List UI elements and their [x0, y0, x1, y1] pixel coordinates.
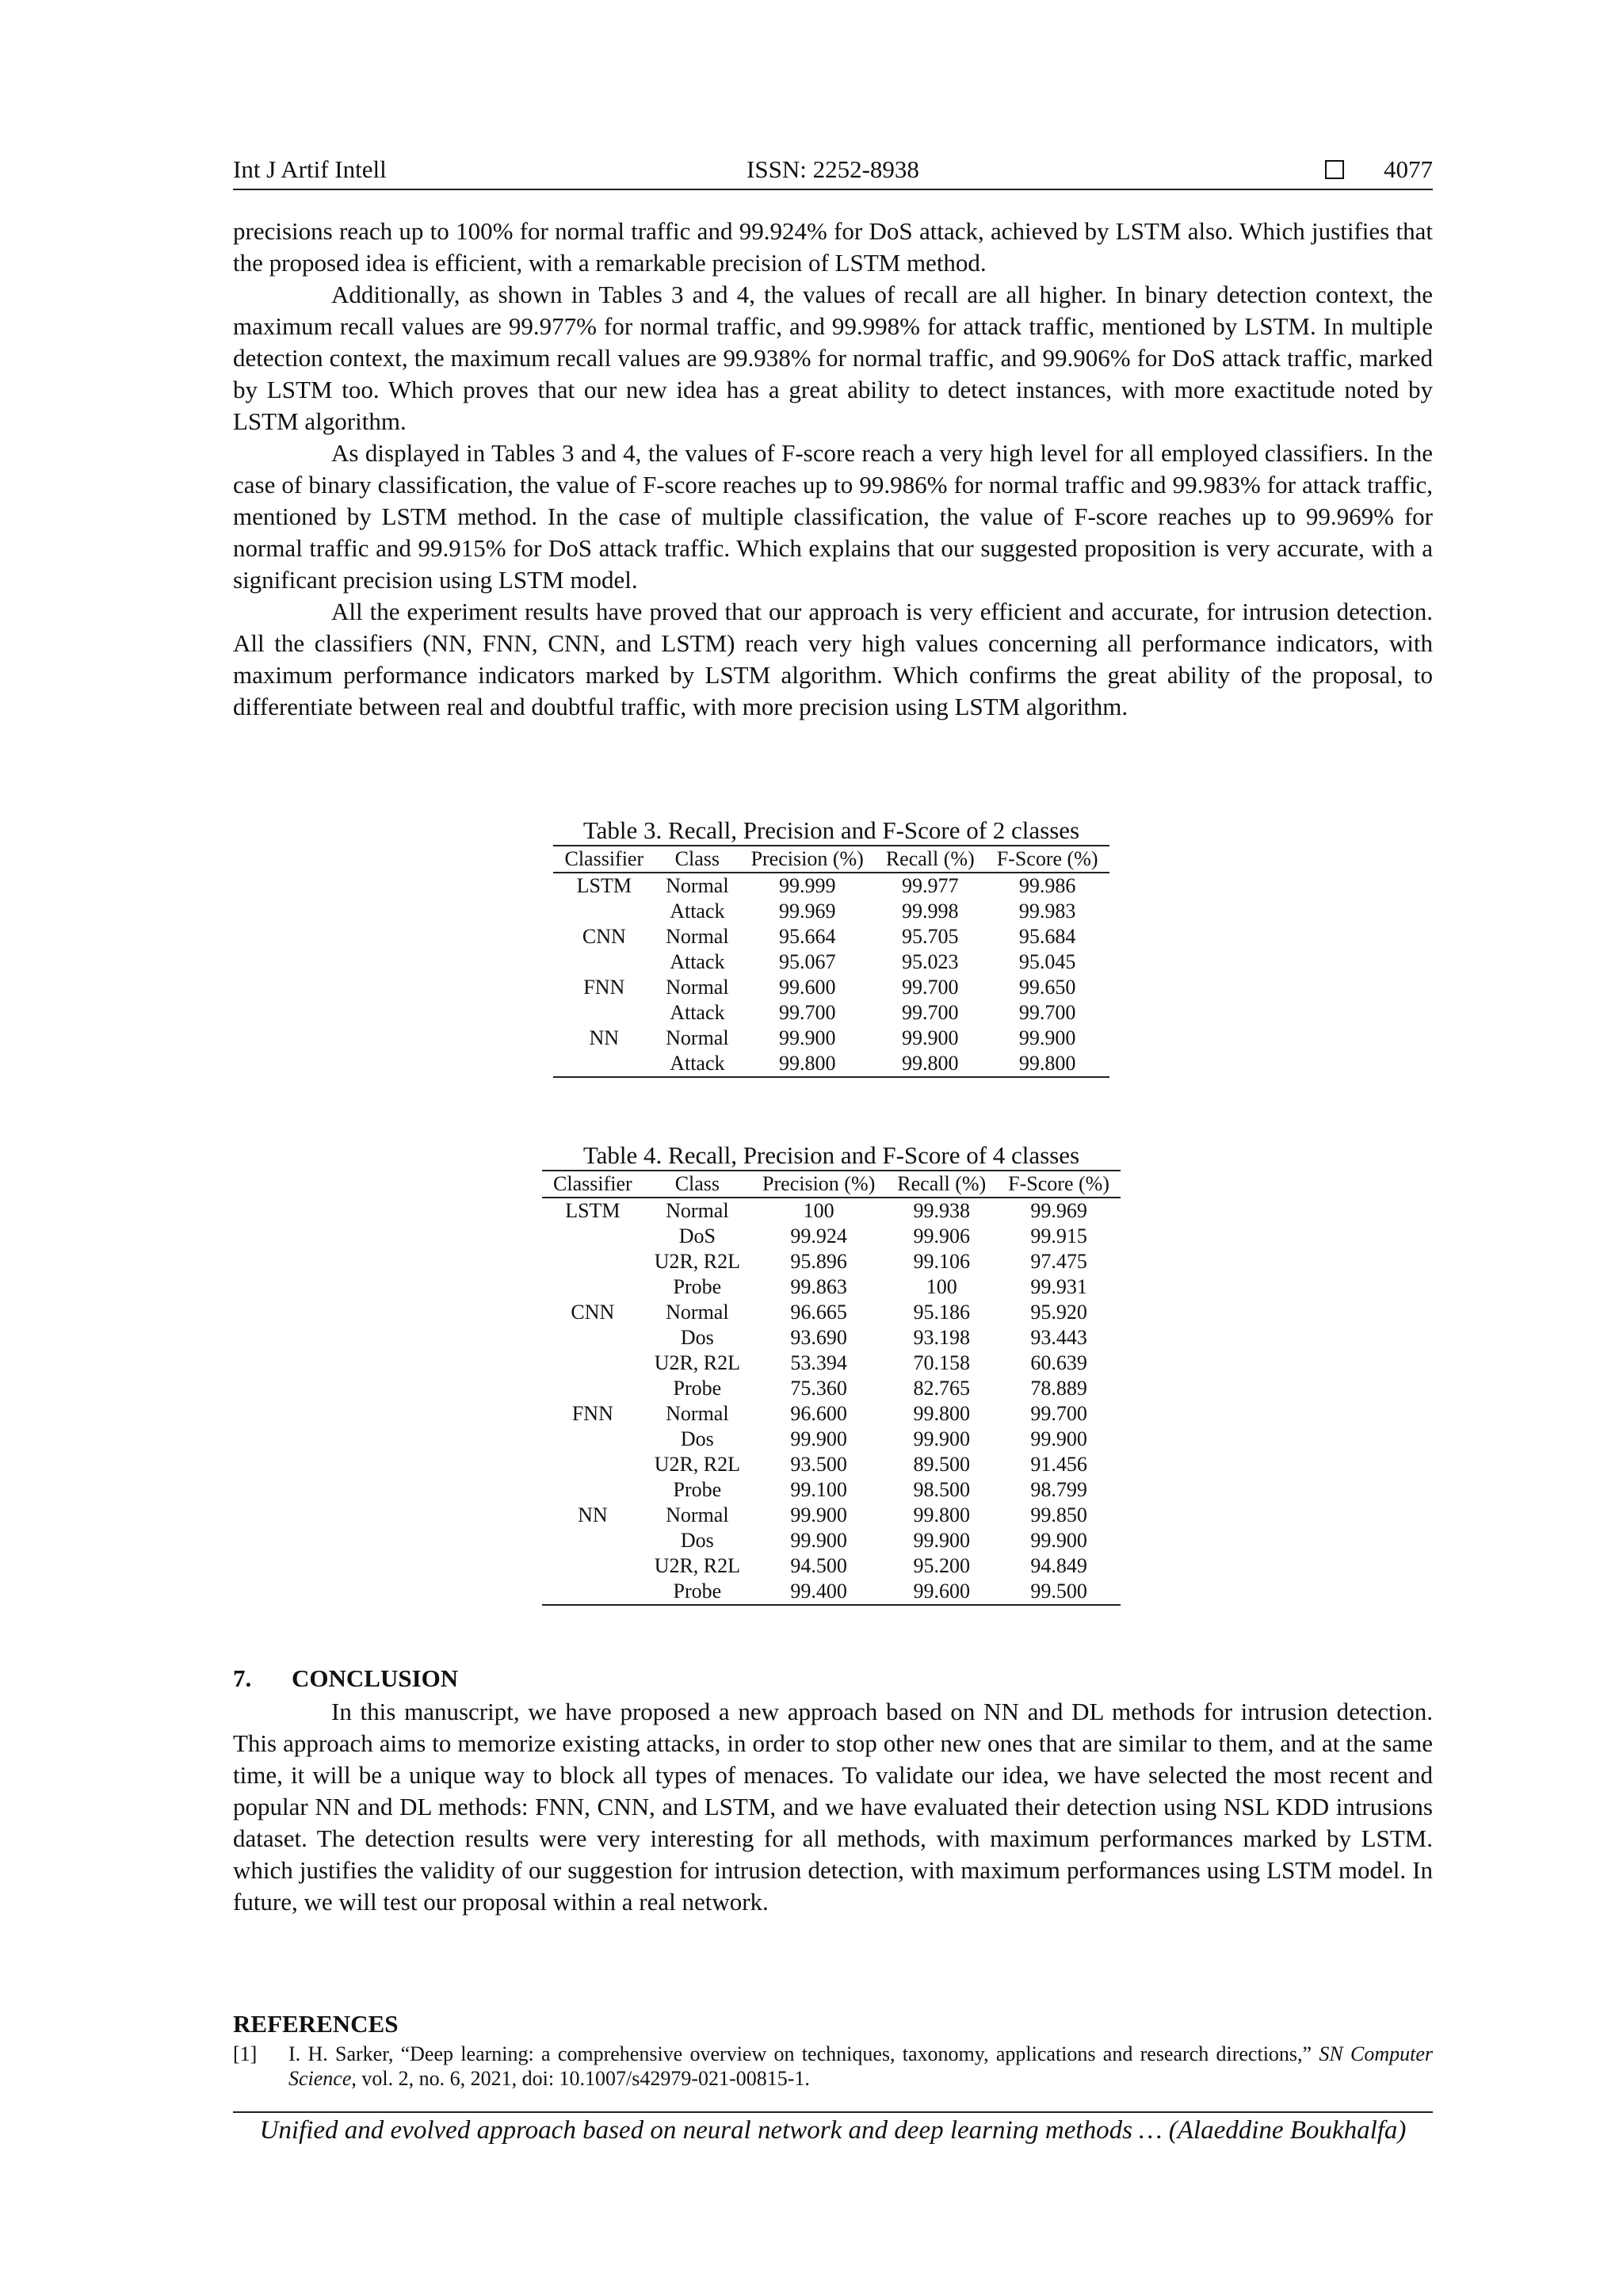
table4-row [542, 1224, 1121, 1249]
table4-row [542, 1300, 1121, 1325]
references-title: REFERENCES [233, 2010, 399, 2038]
table3-cell: 99.650 [1018, 976, 1076, 999]
table3-cell: 99.800 [902, 1052, 959, 1075]
table3-header-cell: Recall (%) [885, 847, 975, 870]
table4-cell: 99.900 [1030, 1529, 1087, 1552]
table4-cell: 95.896 [790, 1250, 847, 1273]
table3-cell: 99.900 [1018, 1026, 1076, 1049]
table4-cell: CNN [571, 1301, 615, 1324]
table3-cell [553, 899, 655, 924]
table3-cell: Attack [670, 1001, 725, 1024]
table3-cell: Normal [666, 976, 729, 999]
table3-cell: 99.998 [902, 900, 959, 923]
table-4 [507, 1141, 1155, 1606]
checkbox-square-icon [1325, 160, 1344, 179]
page-number-group [1325, 155, 1433, 184]
table3-cell: Attack [670, 950, 725, 973]
table4-cell: 60.639 [1030, 1351, 1087, 1374]
table3-cell: 99.999 [778, 874, 836, 897]
table4-cell: 95.920 [1030, 1301, 1087, 1324]
table3-header-cell: Precision (%) [750, 847, 864, 870]
issn: ISSN: 2252-8938 [747, 155, 919, 183]
table4-row [542, 1376, 1121, 1401]
table4-row [542, 1427, 1121, 1452]
table4-cell: 99.600 [913, 1580, 970, 1603]
section-number: 7. [233, 1664, 252, 1692]
table4-cell: 99.900 [913, 1529, 970, 1552]
table4-cell: 99.906 [913, 1224, 970, 1247]
table3-header-cell: Classifier [564, 847, 644, 870]
table4-cell: Dos [680, 1529, 714, 1552]
table4-cell: 75.360 [790, 1377, 847, 1400]
table4-cell: U2R, R2L [654, 1250, 741, 1273]
table4-cell: 96.665 [790, 1301, 847, 1324]
table3-cell: Attack [670, 1052, 725, 1075]
table-3-grid [553, 845, 1109, 1078]
table4-cell: Normal [666, 1301, 729, 1324]
paragraph-1: precisions reach up to 100% for normal traffic and 99.924% for DoS attack, achieved by LSTM also. Which justifies that the proposed idea is efficient, with a remarkable precision of LSTM method. [233, 217, 1433, 277]
table4-cell: 99.938 [913, 1199, 970, 1222]
section-title [233, 1664, 458, 1693]
table4-cell: 99.900 [913, 1427, 970, 1450]
table3-cell: 99.986 [1018, 874, 1076, 897]
table4-row [542, 1503, 1121, 1528]
table3-cell: 95.023 [902, 950, 959, 973]
table3-row [553, 975, 1109, 1000]
table4-row [542, 1452, 1121, 1477]
table4-cell: DoS [678, 1224, 716, 1247]
table4-cell [542, 1350, 643, 1376]
table4-cell [542, 1452, 643, 1477]
table4-cell: 99.900 [790, 1503, 847, 1526]
table4-cell [542, 1579, 643, 1605]
table4-row [542, 1249, 1121, 1274]
table4-cell: Probe [673, 1478, 722, 1501]
table-4-header-row [542, 1171, 1121, 1198]
table3-cell: Normal [666, 925, 729, 948]
table4-cell: 89.500 [913, 1453, 970, 1476]
table4-cell: 99.863 [790, 1275, 847, 1298]
table4-header-cell: F-Score (%) [1008, 1172, 1109, 1195]
table4-cell: 99.900 [790, 1427, 847, 1450]
table3-cell: 95.067 [778, 950, 836, 973]
table4-cell: 98.500 [913, 1478, 970, 1501]
table3-cell: Normal [666, 1026, 729, 1049]
table-4-caption: Table 4. Recall, Precision and F-Score of 4 classes [582, 1141, 1080, 1169]
table3-row [553, 1000, 1109, 1026]
table4-cell [542, 1477, 643, 1503]
table4-cell: 98.799 [1030, 1478, 1087, 1501]
page-number: 4077 [1384, 155, 1433, 183]
table3-cell: 99.900 [902, 1026, 959, 1049]
table3-row [553, 1051, 1109, 1077]
table3-cell: Attack [670, 900, 725, 923]
table-3 [520, 816, 1143, 1078]
table3-cell: 99.700 [902, 1001, 959, 1024]
paragraph-2: Additionally, as shown in Tables 3 and 4, the values of recall are all higher. In binary detection context, the maximum recall values are 99.977% for normal traffic, and 99.998% for attack traffic, mentioned by LSTM. In multiple detection context, the maximum recall values are 99.938% for normal traffic, and 99.906% for DoS attack traffic, marked by LSTM too. Which proves that our new idea has a great ability to detect instances, with more exactitude noted by LSTM algorithm. [233, 281, 1433, 435]
table4-cell [542, 1528, 643, 1553]
table3-cell: 99.800 [1018, 1052, 1076, 1075]
table4-cell: 99.931 [1030, 1275, 1087, 1298]
journal-name: Int J Artif Intell [233, 155, 387, 183]
table3-header-cell: Class [674, 847, 720, 870]
table3-row [553, 899, 1109, 924]
reference-details: , vol. 2, no. 6, 2021, doi: 10.1007/s42979-021-00815-1. [351, 2067, 810, 2090]
table4-header-cell: Classifier [553, 1172, 632, 1195]
table4-cell: U2R, R2L [654, 1453, 741, 1476]
table3-row [553, 924, 1109, 949]
table4-cell [542, 1427, 643, 1452]
table3-cell: 99.800 [778, 1052, 836, 1075]
conclusion-text [233, 1696, 1433, 1918]
page-footer: Unified and evolved approach based on neural network and deep learning methods … (Alaeddine Boukhalfa) [233, 2111, 1433, 2145]
table4-row [542, 1198, 1121, 1224]
table3-cell: 99.700 [778, 1001, 836, 1024]
table4-cell: 53.394 [790, 1351, 847, 1374]
table3-cell: 99.900 [778, 1026, 836, 1049]
table4-cell: 95.186 [913, 1301, 970, 1324]
table3-cell: 99.969 [778, 900, 836, 923]
table4-cell: 99.969 [1030, 1199, 1087, 1222]
table4-row [542, 1528, 1121, 1553]
table4-cell [542, 1249, 643, 1274]
table-4-grid [542, 1170, 1121, 1606]
table-3-body [553, 873, 1109, 1077]
table-3-header-row [553, 846, 1109, 873]
table4-cell: 99.800 [913, 1402, 970, 1425]
table4-cell: 99.915 [1030, 1224, 1087, 1247]
table3-cell: 95.045 [1018, 950, 1076, 973]
table4-cell: 99.900 [1030, 1427, 1087, 1450]
table4-cell: 97.475 [1030, 1250, 1087, 1273]
table4-cell: Dos [680, 1326, 714, 1349]
table4-cell: 91.456 [1030, 1453, 1087, 1476]
table4-cell: 100 [803, 1199, 834, 1222]
table3-header-cell: F-Score (%) [996, 847, 1098, 870]
table4-cell [542, 1274, 643, 1300]
table4-cell: U2R, R2L [654, 1351, 741, 1374]
table4-cell: Dos [680, 1427, 714, 1450]
table4-header-cell: Class [674, 1172, 720, 1195]
table4-cell: 99.106 [913, 1250, 970, 1273]
reference-authors-title: I. H. Sarker, “Deep learning: a comprehensive overview on techniques, taxonomy, applications and research directions,” [288, 2042, 1319, 2065]
table4-cell: 93.690 [790, 1326, 847, 1349]
table3-cell: 99.700 [1018, 1001, 1076, 1024]
table3-cell: NN [589, 1026, 620, 1049]
table3-cell: 95.684 [1018, 925, 1076, 948]
table4-cell: 78.889 [1030, 1377, 1087, 1400]
table4-cell [542, 1325, 643, 1350]
table3-cell: FNN [583, 976, 625, 999]
table4-row [542, 1325, 1121, 1350]
table3-cell [553, 949, 655, 975]
table4-cell: 93.443 [1030, 1326, 1087, 1349]
table4-cell: 96.600 [790, 1402, 847, 1425]
table4-cell: 99.924 [790, 1224, 847, 1247]
table3-row [553, 873, 1109, 899]
table4-cell: 99.400 [790, 1580, 847, 1603]
table4-row [542, 1401, 1121, 1427]
table4-cell [542, 1376, 643, 1401]
table4-row [542, 1350, 1121, 1376]
body-text [233, 216, 1433, 723]
table3-cell: 99.600 [778, 976, 836, 999]
table3-cell: 99.983 [1018, 900, 1076, 923]
table4-row [542, 1477, 1121, 1503]
table-4-body [542, 1198, 1121, 1605]
reference-tag: [1] [233, 2042, 258, 2065]
table4-cell: 82.765 [913, 1377, 970, 1400]
table4-cell [542, 1224, 643, 1249]
table4-cell: Normal [666, 1402, 729, 1425]
table4-cell: LSTM [565, 1199, 621, 1222]
table4-cell: Normal [666, 1199, 729, 1222]
table4-cell: 94.500 [790, 1554, 847, 1577]
table3-cell: 99.700 [902, 976, 959, 999]
table4-cell: NN [578, 1503, 608, 1526]
section-heading: CONCLUSION [292, 1664, 459, 1692]
table4-row [542, 1553, 1121, 1579]
table3-cell [553, 1000, 655, 1026]
table4-row [542, 1274, 1121, 1300]
table4-cell: 99.800 [913, 1503, 970, 1526]
table4-header-cell: Recall (%) [897, 1172, 987, 1195]
reference-item [233, 2042, 1433, 2091]
table4-cell: 70.158 [913, 1351, 970, 1374]
table3-cell: 95.705 [902, 925, 959, 948]
table3-cell: LSTM [576, 874, 632, 897]
table3-cell: CNN [582, 925, 626, 948]
table-3-caption: Table 3. Recall, Precision and F-Score of 2 classes [582, 816, 1080, 844]
table4-header-cell: Precision (%) [762, 1172, 876, 1195]
conclusion-paragraph: In this manuscript, we have proposed a new approach based on NN and DL methods for intrusion detection. This approach aims to memorize existing attacks, in order to stop other new ones that are similar to them, and at the same time, it will be a unique way to block all types of menaces. To validate our idea, we have selected the most recent and popular NN and DL methods: FNN, CNN, and LSTM, and we have evaluated their detection using NSL KDD intrusions dataset. The detection results were very interesting for all methods, with maximum performances marked by LSTM. which justifies the validity of our suggestion for intrusion detection, with maximum performances using LSTM model. In future, we will test our proposal within a real network. [233, 1698, 1433, 1916]
table3-cell: Normal [666, 874, 729, 897]
table3-row [553, 1026, 1109, 1051]
table4-cell: 93.500 [790, 1453, 847, 1476]
table4-cell: 99.500 [1030, 1580, 1087, 1603]
table4-cell: Probe [673, 1377, 722, 1400]
paragraph-3: As displayed in Tables 3 and 4, the values of F-score reach a very high level for all employed classifiers. In the case of binary classification, the value of F-score reaches up to 99.986% for normal traffic and 99.983% for attack traffic, mentioned by LSTM method. In the case of multiple classification, the value of F-score reaches up to 99.969% for normal traffic and 99.915% for DoS attack traffic. Which explains that our suggested proposition is very accurate, with a significant precision using LSTM model. [233, 439, 1433, 594]
table4-cell: 99.100 [790, 1478, 847, 1501]
table4-cell: Normal [666, 1503, 729, 1526]
table4-cell [542, 1553, 643, 1579]
table4-cell: FNN [571, 1402, 613, 1425]
table4-cell: 99.900 [790, 1529, 847, 1552]
table4-cell: Probe [673, 1580, 722, 1603]
table4-cell: Probe [673, 1275, 722, 1298]
table4-row [542, 1579, 1121, 1605]
reference-text [288, 2042, 1433, 2091]
table3-cell [553, 1051, 655, 1077]
paragraph-4: All the experiment results have proved that our approach is very efficient and accurate, for intrusion detection. All the classifiers (NN, FNN, CNN, and LSTM) reach very high values concerning all performance indicators, with maximum performance indicators marked by LSTM algorithm. Which confirms the great ability of the proposal, to differentiate between real and doubtful traffic, with more precision using LSTM algorithm. [233, 598, 1433, 720]
table4-cell: 95.200 [913, 1554, 970, 1577]
table4-cell: U2R, R2L [654, 1554, 741, 1577]
reference-venue: SN Computer Science [288, 2042, 1433, 2090]
table4-cell: 100 [926, 1275, 957, 1298]
table3-row [553, 949, 1109, 975]
page-header [233, 155, 1433, 190]
table4-cell: 94.849 [1030, 1554, 1087, 1577]
table4-cell: 99.850 [1030, 1503, 1087, 1526]
table4-cell: 99.700 [1030, 1402, 1087, 1425]
table3-cell: 95.664 [778, 925, 836, 948]
table4-cell: 93.198 [913, 1326, 970, 1349]
table3-cell: 99.977 [902, 874, 959, 897]
